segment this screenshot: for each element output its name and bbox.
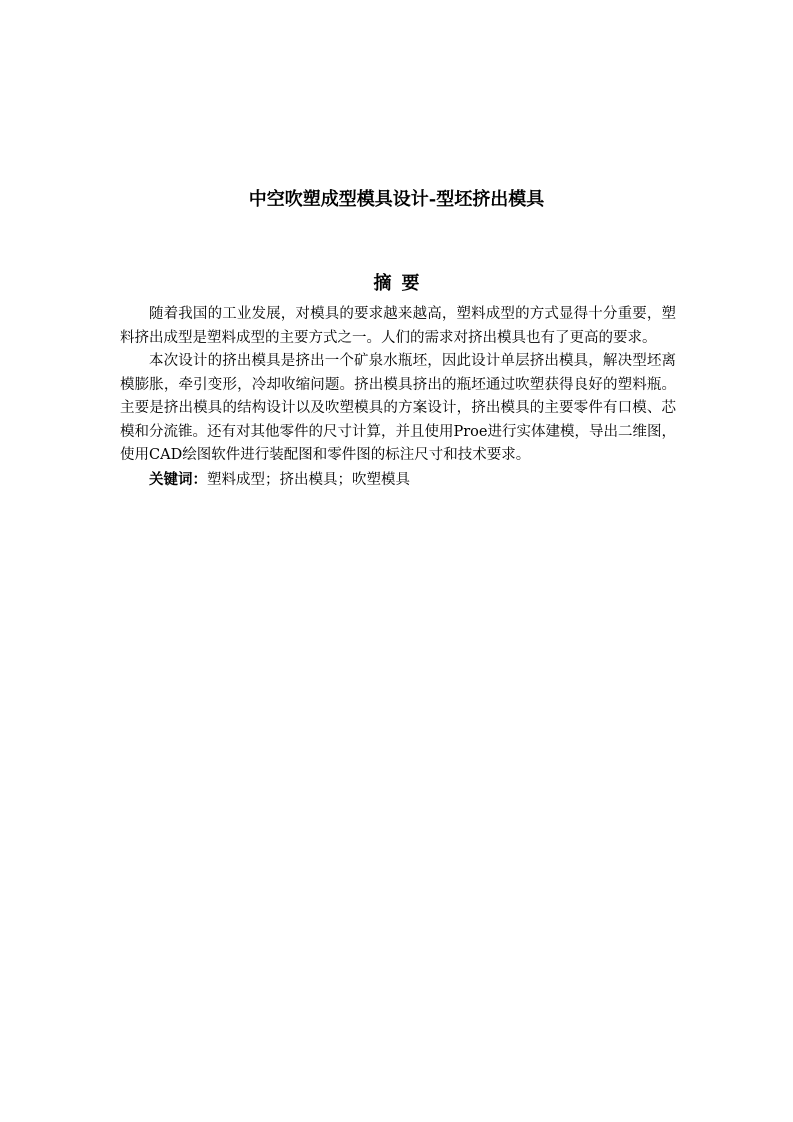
keywords-line <box>120 468 676 493</box>
abstract-paragraph-1: 随着我国的工业发展，对模具的要求越来越高，塑料成型的方式显得十分重要，塑料挤出成型是塑料成型的主要方式之一。人们的需求对挤出模具也有了更高的要求。 <box>120 306 676 346</box>
abstract-paragraph-2: 本次设计的挤出模具是挤出一个矿泉水瓶坯，因此设计单层挤出模具，解决型坯离模膨胀，牵引变形，冷却收缩问题。挤出模具挤出的瓶坯通过吹塑获得良好的塑料瓶。主要是挤出模具的结构设计以及吹塑模具的方案设计，挤出模具的主要零件有口模、芯模和分流锥。还有对其他零件的尺寸计算，并且使用Proe进行实体建模，导出二维图，使用CAD绘图软件进行装配图和零件图的标注尺寸和技术要求。 <box>120 353 676 463</box>
document-title: 中空吹塑成型模具设计-型坯挤出模具 <box>248 189 545 210</box>
keywords-value: 塑料成型；挤出模具；吹塑模具 <box>207 471 410 488</box>
abstract-heading: 摘要 <box>373 273 430 294</box>
abstract-body <box>120 303 676 492</box>
keywords-label: 关键词： <box>149 470 207 488</box>
